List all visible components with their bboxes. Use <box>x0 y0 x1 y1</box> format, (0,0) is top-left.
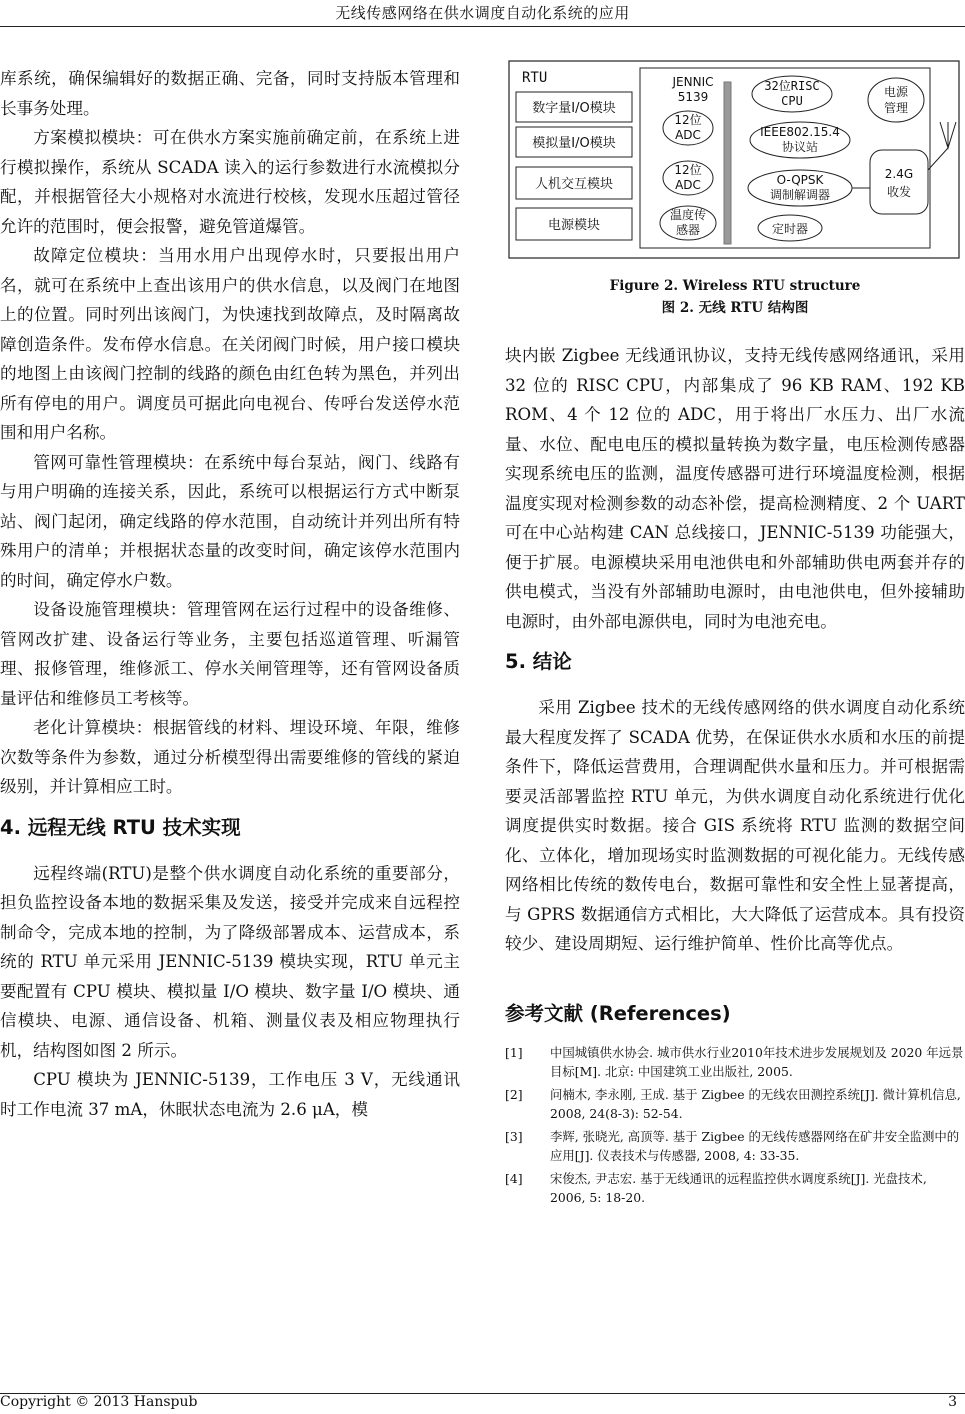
power-module-label: 电源模块 <box>547 218 601 233</box>
rtu-structure-figure <box>508 60 960 260</box>
timer-label: 定时器 <box>771 222 809 236</box>
paragraph: 设备设施管理模块：管理管网在运行过程中的设备维修、管网改扩建、设备运行等业务，主要包括巡道管理、听漏管理、报修管理，维修派工、停水关闸管理等，还有管网设备质量评估和维修员工考核等。 <box>0 600 460 708</box>
references-heading: 参考文献 (References) <box>505 1001 731 1025</box>
paragraph: 方案模拟模块：可在供水方案实施前确定前，在系统上进行模拟操作，系统从 SCADA 读入的运行参数进行水流模拟分配，并根据管径大小规格对水流进行校核，发现水压超过管径允许的范围时，便会报警，避免管道爆管。 <box>0 128 460 236</box>
reference-text: 中国城镇供水协会. 城市供水行业2010年技术进步发展规划及 2020 年远景目标[M]. 北京: 中国建筑工业出版社, 2005. <box>550 1044 964 1079</box>
right-column <box>505 341 965 1211</box>
paragraph: 采用 Zigbee 技术的无线传感网络的供水调度自动化系统最大程度发挥了 SCADA 优势，在保证供水水质和水压的前提条件下，降低运营费用，合理调配供水量和压力。并可根据需要灵活部署监控 RTU 单元，为供水调度自动化系统进行优化调度提供实时数据。接合 GIS 系统将 RTU 监测的数据空间化、立体化，增加现场实时监测数据的可视化能力。无线传感网络相比传统的数传电台，数据可靠性和安全性上显著提高，与 GPRS 数据通信方式相比，大大降低了运营成本。具有投资较少、建设周期短、运行维护简单、性价比高等优点。 <box>505 698 965 953</box>
paragraph: 故障定位模块：当用水用户出现停水时，只要报出用户名，就可在系统中上查出该用户的供水信息，以及阀门在地图上的位置。同时列出该阀门，为快速找到故障点，及时隔离故障创造条件。发布停水信息。在关闭阀门时候，用户接口模块的地图上由该阀门控制的线路的颜色由红色转为黑色，并列出所有停电的用户。调度员可据此向电视台、传呼台发送停水范围和用户名称。 <box>0 246 460 442</box>
figure-caption-zh: 图 2. 无线 RTU 结构图 <box>661 300 809 316</box>
reference-text: 李辉, 张晓光, 高顶等. 基于 Zigbee 的无线传感器网络在矿井安全监测中的应用[J]. 仪表技术与传感器, 2008, 4: 33-35. <box>550 1128 960 1163</box>
paragraph: 管网可靠性管理模块：在系统中每台泵站，阀门、线路有与用户明确的连接关系，因此，系统可以根据运行方式中断泵站、阀门起闭，确定线路的停水范围，自动统计并列出所有特殊用户的清单；并根据状态量的改变时间，确定该停水范围内的时间，确定停水户数。 <box>0 452 460 590</box>
adc-1-label-1: 12位 <box>674 113 702 127</box>
header-rule <box>0 26 965 27</box>
rtu-label: RTU <box>522 70 548 86</box>
ieee-label-1: IEEE802.15.4 <box>760 125 840 139</box>
digital-io-label: 数字量I/O模块 <box>532 101 616 116</box>
jennic-label-1: JENNIC <box>672 75 714 89</box>
reference-text: 问楠木, 李永刚, 王成. 基于 Zigbee 的无线农田测控系统[J]. 微计算机信息, 2008, 24(8-3): 52-54. <box>550 1086 961 1121</box>
adc-1-label-2: ADC <box>675 128 701 142</box>
radio-label-2: 收发 <box>886 185 912 199</box>
ieee-label-2: 协议站 <box>781 140 819 154</box>
references-list <box>505 1043 965 1207</box>
power-management-label-2: 管理 <box>883 101 909 115</box>
paragraph: 块内嵌 Zigbee 无线通讯协议，支持无线传感网络通讯，采用 32 位的 RISC CPU，内部集成了 96 KB RAM、192 KB ROM、4 个 12 位的 ADC，用于将出厂水压力、出厂水流量、水位、配电电压的模拟量转换为数字量，电压检测传感器实现系统电压的监测，温度传感器可进行环境温度检测，根据温度实现对检测参数的动态补偿，提高检测精度、2 个 UART 可在中心站构建 CAN 总线接口，JENNIC-5139 功能强大，便于扩展。电源模块采用电池供电和外部辅助供电两套并存的供电模式，当没有外部辅助电源时，由电池供电，但外接辅助电源时，由外部电源供电，同时为电池充电。 <box>505 346 965 631</box>
radio-transceiver-block <box>870 150 928 214</box>
temp-sensor-label-2: 感器 <box>675 223 701 237</box>
left-column <box>0 64 460 1124</box>
oqpsk-label-2: 调制解调器 <box>769 188 831 202</box>
copyright-notice: Copyright © 2013 Hanspub <box>0 1394 198 1410</box>
reference-number: [1] <box>505 1044 523 1060</box>
reference-item <box>505 1043 965 1081</box>
oqpsk-label-1: O-QPSK <box>776 173 824 187</box>
paragraph: CPU 模块为 JENNIC-5139，工作电压 3 V，无线通讯时工作电流 37 mA，休眠状态电流为 2.6 μA，模 <box>0 1070 460 1119</box>
reference-number: [3] <box>505 1128 523 1144</box>
reference-item <box>505 1085 965 1123</box>
section-heading-4: 4. 远程无线 RTU 技术实现 <box>0 815 241 839</box>
antenna-feed <box>928 148 948 170</box>
paragraph: 老化计算模块：根据管线的材料、埋设环境、年限，维修次数等条件为参数，通过分析模型得出需要维修的管线的紧迫级别，并计算相应工时。 <box>0 718 460 796</box>
temp-sensor-label-1: 温度传 <box>669 208 707 222</box>
reference-item <box>505 1169 965 1207</box>
adc-2-label-1: 12位 <box>674 163 702 177</box>
running-title: 无线传感网络在供水调度自动化系统的应用 <box>335 4 630 22</box>
reference-number: [4] <box>505 1170 523 1186</box>
hmi-label: 人机交互模块 <box>534 177 614 192</box>
reference-text: 宋俊杰, 尹志宏. 基于无线通讯的远程监控供水调度系统[J]. 光盘技术, 2006, 5: 18-20. <box>550 1170 927 1205</box>
reference-number: [2] <box>505 1086 523 1102</box>
paragraph: 远程终端(RTU)是整个供水调度自动化系统的重要部分，担负监控设备本地的数据采集及发送，接受并完成来自远程控制命令，完成本地的控制，为了降级部署成本、运营成本，系统的 RTU 单元采用 JENNIC-5139 模块实现，RTU 单元主要配置有 CPU 模块、模拟量 I/O 模块、数字量 I/O 模块、通信模块、电源、通信设备、机箱、测量仪表及相应物理执行机，结构图如图 2 所示。 <box>0 863 460 1060</box>
reference-item <box>505 1127 965 1165</box>
cpu-label-2: CPU <box>781 94 803 108</box>
analog-io-label: 模拟量I/O模块 <box>532 136 616 151</box>
jennic-label-2: 5139 <box>677 90 709 104</box>
radio-label-1: 2.4G <box>884 167 914 181</box>
page-number: 3 <box>948 1394 957 1410</box>
cpu-label-1: 32位RISC <box>764 79 820 93</box>
adc-2-label-2: ADC <box>675 178 701 192</box>
internal-bus <box>724 82 731 244</box>
power-management-label-1: 电源 <box>883 85 909 99</box>
rtu-diagram <box>508 60 960 260</box>
paragraph: 库系统，确保编辑好的数据正确、完备，同时支持版本管理和长事务处理。 <box>0 69 460 118</box>
section-heading-5: 5. 结论 <box>505 650 572 673</box>
figure-caption-en: Figure 2. Wireless RTU structure <box>609 278 861 294</box>
